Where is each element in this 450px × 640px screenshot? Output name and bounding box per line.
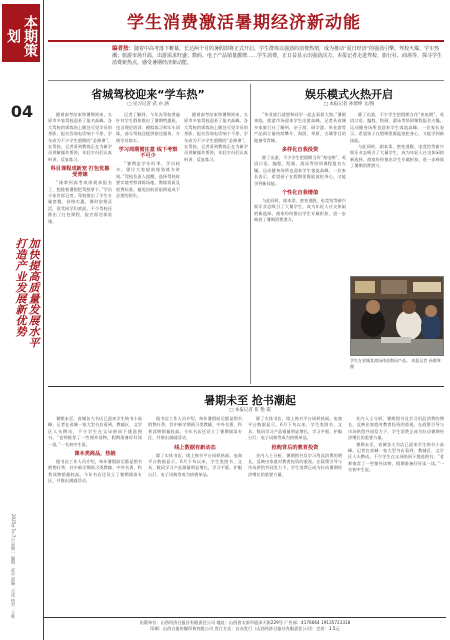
article1-p2: “刚拿到高考成绩就来报名了，想趁着暑假把驾照拿下。”学员小张告诉记者，驾校推出了学生专属套餐，价格实惠，课时安排灵活，很受同学们欢迎。不少驾校还推出了打包课程，报名即送体验课。	[48, 180, 112, 224]
headline-rule	[48, 40, 444, 42]
news-photo	[350, 276, 444, 356]
article1-sub2: 学习周期需注意 线下考察不可少	[118, 147, 178, 160]
column-divider	[250, 84, 251, 384]
article2-p1-cont: 除了出游，不少学生把假期当作“充电期”。英语口语、编程、绘画、游泳等培训课程报名火爆，运动健身场所也迎来学生客流高峰。一位家长表示，希望孩子在假期里既能放松身心，又能学到新技能。	[350, 112, 444, 143]
article1-col1	[48, 112, 112, 380]
footer-rule	[44, 617, 446, 618]
article3-p3-cont: 除了实体书店，线上购书平台同样热闹。电商平台数据显示，6月下旬以来，学生类图书、文具、数码学习产品销量明显增长，学习平板、护眼台灯、电子词典等成为热销单品。	[248, 416, 342, 441]
footer-line1: 出版单位：山西经济日报社有限责任公司 地址：山西省太原市迎泽大街229号 广告部：4176664 19135723318	[139, 620, 351, 625]
article2-title: 娱乐模式火热开启	[305, 88, 393, 101]
section-label: 本期策划	[2, 4, 40, 62]
article3-sub1: 课本类商品，热销	[74, 451, 116, 458]
article2-p3: 与此同时，剧本杀、密室逃脱、电竞馆等新兴娱乐业态吸引了大量学生，成为年轻人社交休闲的新选择。商家纷纷推出学生专属折扣，进一步释放了暑期消费潜力。	[254, 198, 346, 223]
footer-line2: 印刷：山西日报传媒印务有限公司 发行方式：自办发行（山西经济日报社有限责任公司） 定价：1.5元	[150, 626, 340, 631]
article2-col1	[254, 112, 346, 380]
article3-p2: 据书店工作人员介绍，每年暑假前后都是图书销售旺季，其中新学期预习类教辅、中外名著、科普读物销量较高。今年书店还设立了暑期阅读专区，并推出满减活动。	[48, 459, 142, 484]
article1-title: 省城驾校迎来“学车热”	[91, 88, 205, 101]
section-rule	[48, 386, 444, 387]
editor-note-tag: 编者按：	[112, 46, 135, 52]
article1-intro: 随着高考结束和暑期到来，太原市多家驾校迎来了报名高峰。各大驾校的训练场上随处可见学员的身影，报名咨询电话响个不停，学车成为不少学生假期的“必修课”。在驾校，记者看到教练正在为新学员讲解操作要领，年轻学员们认真听讲、反复练习。	[48, 112, 112, 162]
photo-caption: 学生在省城某商场体验数码产品。 本报记者 孙熠坤 摄	[350, 358, 441, 369]
article2-p3-cont: 与此同时，剧本杀、密室逃脱、电竞馆等新兴娱乐业态吸引了大量学生，成为年轻人社交休闲的新选择。商家纷纷推出学生专属折扣，进一步释放了暑期消费潜力。	[350, 144, 444, 169]
article3-p4: 业内人士分析，暑期图书及学习用品消费的增长，反映出家庭对教育投资的重视。在政策引导与市场供给共同发力下，学生消费正成为拉动暑期经济增长的重要力量。	[248, 452, 342, 477]
sidebar	[0, 0, 42, 640]
article3-p1: 暑期未至，省城各大书店已迎来学生购书小高峰。记者在省城一家大型书店看到，教辅区、文学区人头攒动，不少学生在父母陪同下挑选图书。“老师推荐了一些课外读物，假期准备好好读一读。”一名初中生说。	[48, 416, 142, 447]
article3-col3	[248, 416, 342, 614]
article1-p4: “暑期是学车旺季，学员较多，建议大家提前规划练车时间。”驾校负责人提醒，选择驾校时要实地考察训练场地、教练资质及收费标准，避免因低价陷阱造成不必要的损失。	[116, 161, 180, 199]
article3-col1	[48, 416, 142, 614]
article1-p3: 记者了解到，今年各驾校普遍针对学生群体推出了暑期特惠班，包含理论培训、模拟练习和实车训练，部分驾校还提供接送服务，方便学员练车。	[116, 112, 180, 143]
article3-p2-cont: 据书店工作人员介绍，每年暑假前后都是图书销售旺季，其中新学期预习类教辅、中外名著、科普读物销量较高。今年书店还设立了暑期阅读专区，并推出满减活动。	[148, 416, 242, 441]
article1-col3	[184, 112, 248, 380]
photo-image	[351, 277, 444, 356]
article1-col2	[116, 112, 180, 380]
article3-p4-cont: 业内人士分析，暑期图书及学习用品消费的增长，反映出家庭对教育投资的重视。在政策引导与市场供给共同发力下，学生消费正成为拉动暑期经济增长的重要力量。	[348, 416, 444, 441]
article3-p1-cont: 暑期未至，省城各大书店已迎来学生购书小高峰。记者在省城一家大型书店看到，教辅区、文学区人头攒动，不少学生在父母陪同下挑选图书。“老师推荐了一些课外读物，假期准备好好读一读。”一名初中生说。	[348, 441, 444, 473]
article1-sub1: 科目课程成新宠 打包优惠受青睐	[50, 166, 110, 179]
article2-byline: □ 本报记者 孙熠坤 文/图	[323, 102, 375, 107]
article2-sub2: 个性化自我增值	[281, 190, 319, 197]
slogan: 加快提高质量发展水平打造产业发展新优势	[14, 238, 40, 348]
article2-sub1: 多样化自我投资	[281, 147, 319, 154]
lead-rule	[48, 80, 444, 81]
article3-sub3: 抢购背后的教育投资	[271, 444, 319, 451]
dateline: 2025年7月7日 星期一 编辑：武中 责编：吕成 校对：王辉	[11, 514, 16, 619]
footer	[44, 620, 446, 632]
article1-byline: □ 见习记者 武 亦 涵	[127, 102, 169, 107]
page-number: 04	[10, 102, 34, 121]
article2-col2	[350, 112, 444, 272]
editor-note	[112, 46, 446, 68]
article1-intro-cont: 随着高考结束和暑期到来，太原市多家驾校迎来了报名高峰。各大驾校的训练场上随处可见学员的身影，报名咨询电话响个不停，学车成为不少学生假期的“必修课”。在驾校，记者看到教练正在为新学员讲解操作要领，年轻学员们认真听讲、反复练习。	[184, 112, 248, 162]
sidebar-divider	[43, 0, 44, 640]
article3-title: 暑期未至 抢书潮起	[204, 394, 296, 407]
article3-col2	[148, 416, 242, 614]
article2-p1: “毕业旅行就想和同学一起去看看大海。”暑假来临，旅游市场迎来学生出游高峰。记者从省城多家旅行社了解到，亲子游、研学游、毕业游等产品预订量持续攀升，海滨、草原、古城等目的地备受青睐。	[254, 112, 346, 143]
article2-p2: 除了出游，不少学生把假期当作“充电期”。英语口语、编程、绘画、游泳等培训课程报名火爆，运动健身场所也迎来学生客流高峰。一位家长表示，希望孩子在假期里既能放松身心，又能学到新技能。	[254, 155, 346, 186]
article3-byline: □ 本报记者 崔 艳 霞	[229, 408, 271, 413]
page-headline: 学生消费激活暑期经济新动能	[127, 13, 361, 33]
article3-p3: 除了实体书店，线上购书平台同样热闹。电商平台数据显示，6月下旬以来，学生类图书、文具、数码学习产品销量明显增长，学习平板、护眼台灯、电子词典等成为热销单品。	[148, 452, 242, 477]
editor-note-text: 随着中高考落下帷幕，长达两个月的暑假即将正式开启，学生群体以强劲的消费热情，成为推动“夏日经济”的强劲引擎。驾校火爆，学车热潮；旅游市场升温，出游需求旺盛；数码、电子产品销量激增……学生消费，正日益显示出强劲活力。本报记者走进驾校、旅行社、商场等，探寻学生消费新热点，感受暑期经济新动能。	[112, 46, 443, 67]
article3-sub2: 线上数据有新动态	[174, 444, 216, 451]
article3-col4	[348, 416, 444, 614]
